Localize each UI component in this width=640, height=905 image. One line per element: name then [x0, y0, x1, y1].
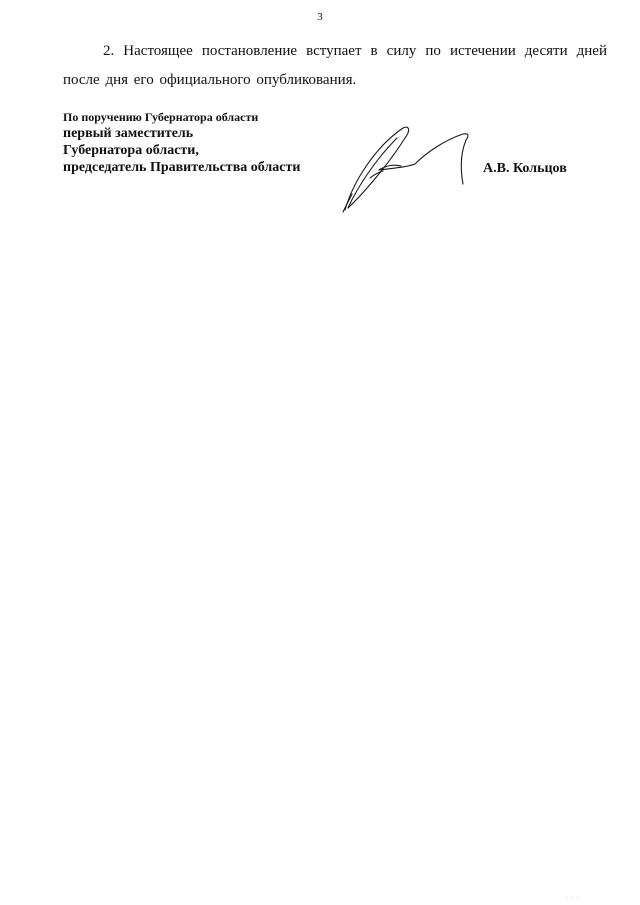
signature-line-governor: Губернатора области,: [63, 143, 199, 158]
signature-line-on-behalf: По поручению Губернатора области: [63, 110, 259, 124]
signature-line-chairman: председатель Правительства области: [63, 160, 301, 175]
signature-line-position: первый заместитель: [63, 126, 194, 141]
footer-mark: . . .: [566, 892, 580, 900]
paragraph-2: 2. Настоящее постановление вступает в силу по истечении десяти дней после дня его официального опубликования.: [63, 43, 607, 88]
signature-block: [63, 109, 300, 176]
signer-name: А.В. Кольцов: [483, 161, 567, 176]
page-number: 3: [317, 11, 323, 23]
handwritten-signature: [335, 122, 480, 217]
